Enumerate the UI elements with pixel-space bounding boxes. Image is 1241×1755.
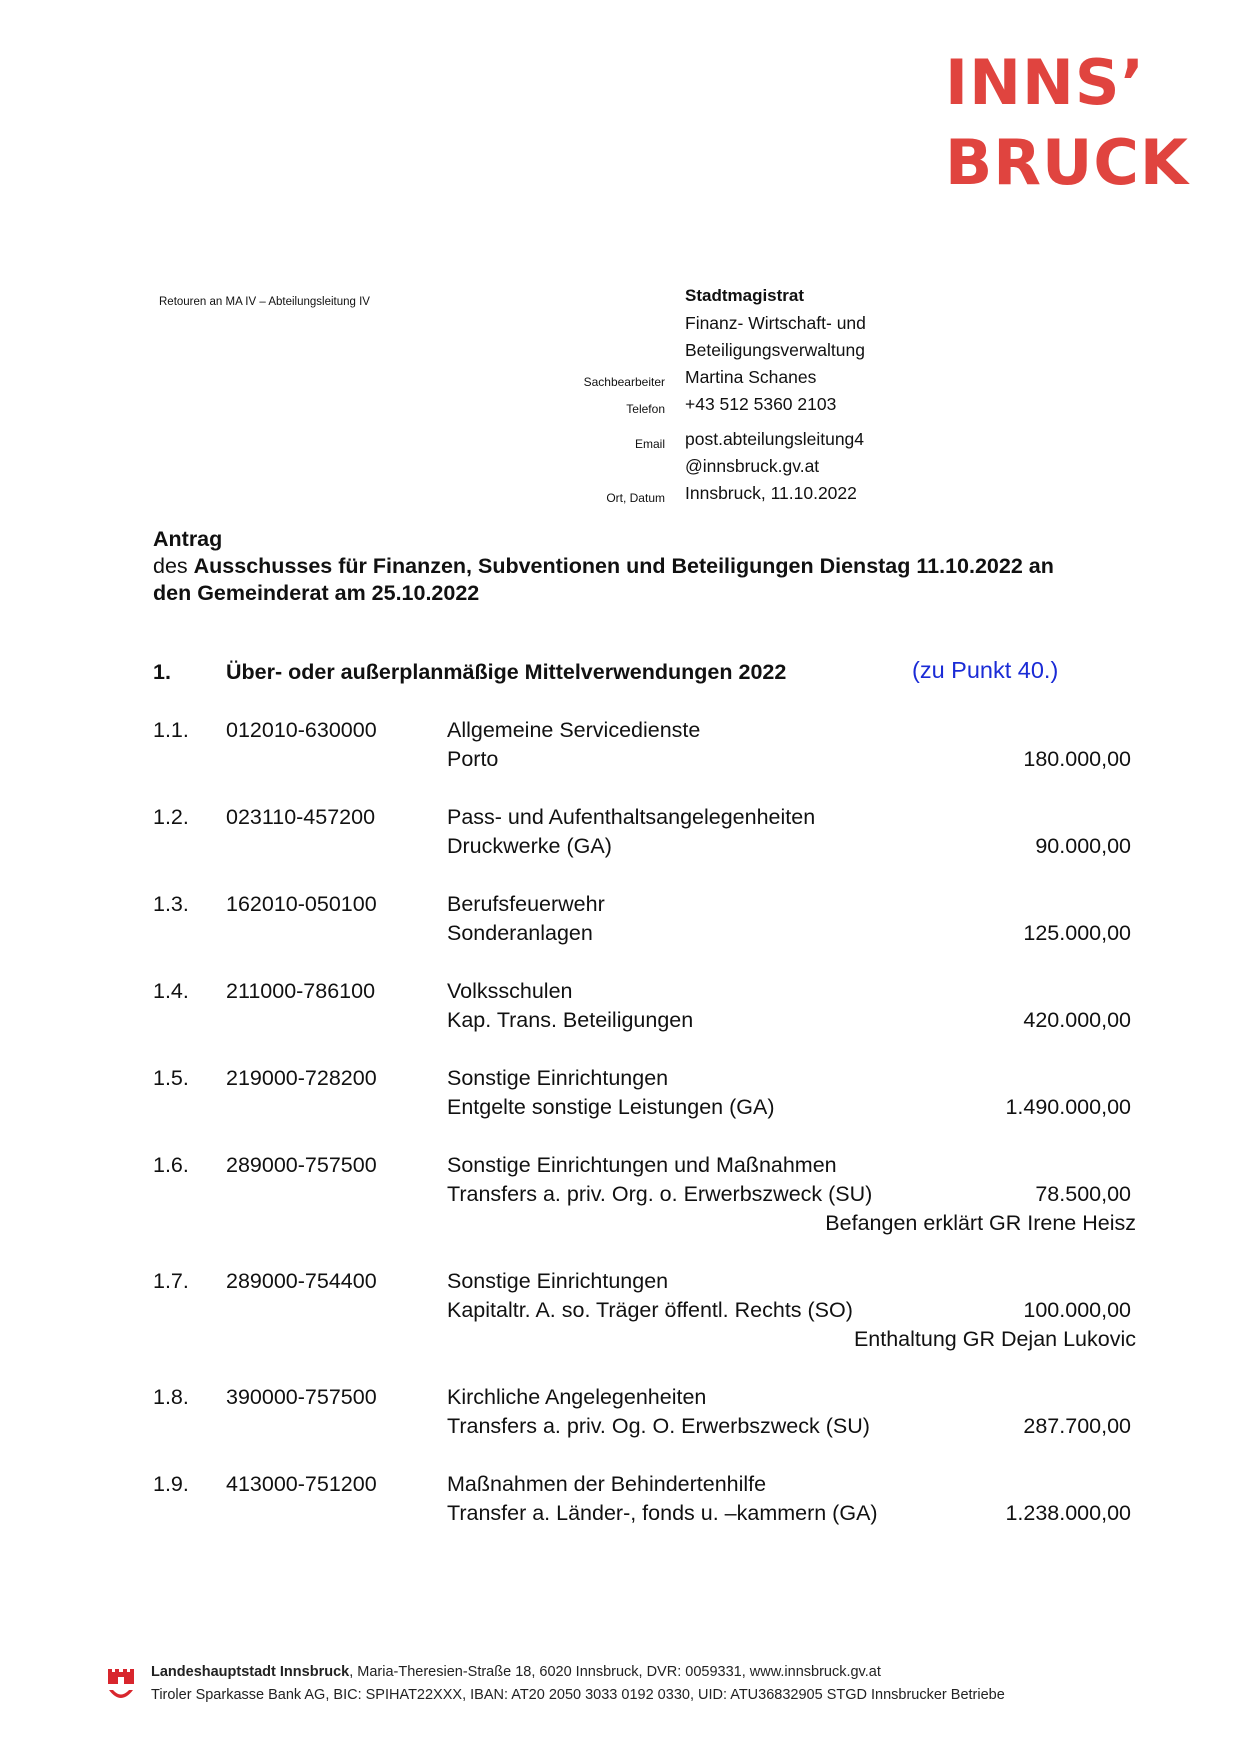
footer-org-name: Landeshauptstadt Innsbruck	[151, 1664, 350, 1680]
item-detail: Sonderanlagen	[447, 921, 593, 945]
email-value-line1: post.abteilungsleitung4	[685, 429, 865, 449]
item-account-code: 012010-630000	[226, 718, 377, 742]
list-item	[153, 892, 1153, 950]
section-reference: (zu Punkt 40.)	[912, 657, 1059, 683]
antrag-prefix: des	[153, 554, 194, 578]
item-category: Maßnahmen der Behindertenhilfe	[447, 1472, 767, 1496]
clerk-label: Sachbearbeiter	[583, 375, 665, 389]
returns-note: Retouren an MA IV – Abteilungsleitung IV	[159, 296, 370, 308]
item-account-code: 289000-754400	[226, 1269, 377, 1293]
phone-value: +43 512 5360 2103	[685, 394, 837, 414]
item-category: Pass- und Aufenthaltsangelegenheiten	[447, 805, 816, 829]
section-number: 1.	[153, 660, 171, 684]
item-detail: Druckwerke (GA)	[447, 834, 612, 858]
item-note: Befangen erklärt GR Irene Heisz	[825, 1211, 1136, 1235]
sender-org-name: Stadtmagistrat	[685, 286, 805, 305]
date-label: Ort, Datum	[606, 491, 665, 505]
item-amount: 1.238.000,00	[1005, 1501, 1131, 1525]
item-number: 1.4.	[153, 979, 189, 1003]
email-value-line2: @innsbruck.gv.at	[685, 456, 820, 476]
antrag-heading: Antrag	[153, 527, 223, 551]
item-amount: 180.000,00	[1023, 747, 1131, 771]
section-title: Über- oder außerplanmäßige Mittelverwendungen 2022	[226, 660, 787, 684]
item-number: 1.2.	[153, 805, 189, 829]
item-detail: Transfers a. priv. Og. O. Erwerbszweck (SU)	[447, 1414, 870, 1438]
item-account-code: 162010-050100	[226, 892, 377, 916]
item-account-code: 023110-457200	[226, 805, 376, 829]
item-detail: Transfer a. Länder-, fonds u. –kammern (GA)	[447, 1501, 878, 1525]
item-category: Kirchliche Angelegenheiten	[447, 1385, 707, 1409]
item-number: 1.7.	[153, 1269, 189, 1293]
item-category: Sonstige Einrichtungen	[447, 1269, 669, 1293]
item-category: Sonstige Einrichtungen und Maßnahmen	[447, 1153, 837, 1177]
item-account-code: 390000-757500	[226, 1385, 377, 1409]
list-item	[153, 1269, 1153, 1356]
item-note: Enthaltung GR Dejan Lukovic	[853, 1327, 1136, 1351]
item-number: 1.5.	[153, 1066, 189, 1090]
list-item	[153, 1066, 1153, 1124]
item-number: 1.8.	[153, 1385, 189, 1409]
antrag-body-line1: Ausschusses für Finanzen, Subventionen und Beteiligungen Dienstag 11.10.2022 an	[193, 554, 1054, 578]
item-detail: Transfers a. priv. Org. o. Erwerbszweck (SU)	[447, 1182, 873, 1206]
item-number: 1.6.	[153, 1153, 189, 1177]
item-amount: 1.490.000,00	[1005, 1095, 1131, 1119]
item-amount: 90.000,00	[1035, 834, 1131, 858]
list-item	[153, 1153, 1153, 1240]
item-category: Allgemeine Servicedienste	[447, 718, 701, 742]
sender-org-dept-line1: Finanz- Wirtschaft- und	[685, 313, 866, 333]
item-account-code: 211000-786100	[226, 979, 376, 1003]
innsbruck-logo	[945, 46, 1190, 212]
item-account-code: 219000-728200	[226, 1066, 377, 1090]
item-detail: Kap. Trans. Beteiligungen	[447, 1008, 694, 1032]
list-item	[153, 979, 1153, 1037]
item-category: Sonstige Einrichtungen	[447, 1066, 669, 1090]
phone-label: Telefon	[626, 402, 665, 416]
footer-address: , Maria-Theresien-Straße 18, 6020 Innsbruck, DVR: 0059331, www.innsbruck.gv.at	[349, 1664, 881, 1680]
date-value: Innsbruck, 11.10.2022	[685, 483, 857, 503]
city-emblem-icon	[107, 1666, 135, 1706]
antrag-block	[153, 526, 1153, 607]
item-amount: 100.000,00	[1023, 1298, 1131, 1322]
logo-line-1: INNS’	[945, 46, 1146, 119]
item-number: 1.3.	[153, 892, 189, 916]
item-amount: 287.700,00	[1023, 1414, 1131, 1438]
logo-line-2: BRUCK	[945, 126, 1189, 199]
sender-org-dept-line2: Beteiligungsverwaltung	[685, 340, 865, 360]
list-item	[153, 805, 1153, 863]
item-account-code: 413000-751200	[226, 1472, 377, 1496]
item-account-code: 289000-757500	[226, 1153, 377, 1177]
list-item	[153, 718, 1153, 776]
item-detail: Entgelte sonstige Leistungen (GA)	[447, 1095, 775, 1119]
item-amount: 125.000,00	[1023, 921, 1131, 945]
items-list	[153, 718, 1153, 1559]
item-detail: Porto	[447, 747, 499, 771]
item-category: Volksschulen	[447, 979, 573, 1003]
footer-bank-details: Tiroler Sparkasse Bank AG, BIC: SPIHAT22XXX, IBAN: AT20 2050 3033 0192 0330, UID: ATU36832905 STGD Innsbrucker Betriebe	[151, 1687, 1005, 1703]
item-amount: 420.000,00	[1023, 1008, 1131, 1032]
item-amount: 78.500,00	[1035, 1182, 1131, 1206]
item-category: Berufsfeuerwehr	[447, 892, 605, 916]
list-item	[153, 1385, 1153, 1443]
item-number: 1.9.	[153, 1472, 189, 1496]
email-label: Email	[634, 437, 665, 451]
antrag-body-line2: den Gemeinderat am 25.10.2022	[153, 581, 480, 605]
sender-block	[540, 286, 990, 510]
clerk-value: Martina Schanes	[685, 367, 817, 387]
list-item	[153, 1472, 1153, 1530]
item-number: 1.1.	[153, 718, 189, 742]
item-detail: Kapitaltr. A. so. Träger öffentl. Rechts (SO)	[447, 1298, 853, 1322]
